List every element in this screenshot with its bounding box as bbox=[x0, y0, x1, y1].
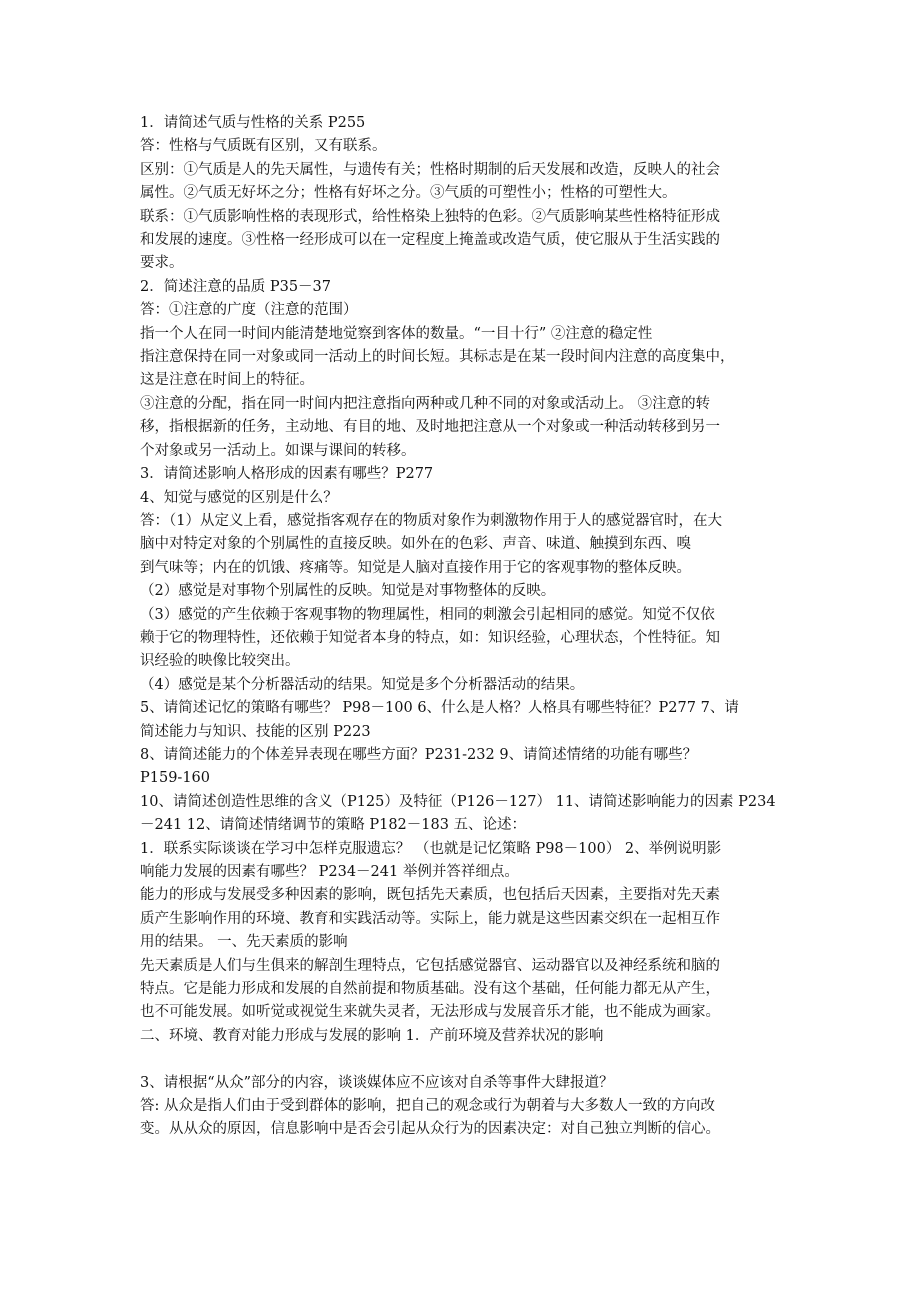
text-line: 1．请简述气质与性格的关系 P255 bbox=[140, 115, 366, 131]
text-line: P159-160 bbox=[140, 770, 211, 787]
text-line: （3）感觉的产生依赖于客观事物的物理属性，相同的刺激会引起相同的感觉。知觉不仅依 bbox=[140, 606, 715, 623]
text-line: 10、请简述创造性思维的含义（P125）及特征（P126－127） 11、请简述影响能力的因素 P234 bbox=[140, 793, 776, 810]
text-line: 答：性格与气质既有区别，又有联系。 bbox=[140, 138, 387, 155]
text-line: 答: 从众是指人们由于受到群体的影响，把自己的观念或行为朝着与大多数人一致的方向改 bbox=[140, 1098, 715, 1115]
text-line: 答：①注意的广度（注意的范围） bbox=[140, 302, 358, 319]
text-line: 赖于它的物理特性，还依赖于知觉者本身的特点，如：知识经验，心理状态，个性特征。知 bbox=[140, 629, 720, 646]
text-line: 质产生影响作用的环境、教育和实践活动等。实际上，能力就是这些因素交织在一起相互作 bbox=[140, 910, 720, 927]
text-line: 区别：①气质是人的先天属性，与遗传有关；性格时期制的后天发展和改造，反映人的社会 bbox=[140, 161, 720, 178]
text-line: 答：（1）从定义上看，感觉指客观存在的物质对象作为刺激物作用于人的感觉器官时，在大 bbox=[140, 512, 722, 529]
text-line: 也不可能发展。如听觉或视觉生来就失灵者，无法形成与发展音乐才能，也不能成为画家。 bbox=[140, 1004, 720, 1021]
text-line: 特点。它是能力形成和发展的自然前提和物质基础。没有这个基础，任何能力都无从产生， bbox=[140, 981, 720, 998]
text-line: 脑中对特定对象的个别属性的直接反映。如外在的色彩、声音、味道、触摸到东西、嗅 bbox=[140, 536, 691, 553]
text-line: 移，指根据新的任务，主动地、有目的地、及时地把注意从一个对象或一种活动转移到另一 bbox=[140, 419, 720, 436]
text-line: 二、环境、教育对能力形成与发展的影响 1．产前环境及营养状况的影响 bbox=[140, 1027, 604, 1044]
text-line: 个对象或另一活动上。如课与课间的转移。 bbox=[140, 442, 416, 459]
text-line: 3．请简述影响人格形成的因素有哪些？P277 bbox=[140, 466, 434, 483]
text-line: 用的结果。 一、先天素质的影响 bbox=[140, 934, 348, 951]
text-line: 属性。②气质无好坏之分；性格有好坏之分。③气质的可塑性小；性格的可塑性大。 bbox=[140, 185, 677, 202]
text-line: 要求。 bbox=[140, 255, 184, 272]
text-line: 3、请根据“从众”部分的内容，谈谈媒体应不应该对自杀等事件大肆报道？ bbox=[140, 1074, 614, 1091]
text-line: 变。从从众的原因，信息影响中是否会引起从众行为的因素决定：对自己独立判断的信心。 bbox=[140, 1121, 720, 1138]
text-line: 指注意保持在同一对象或同一活动上的时间长短。其标志是在某一段时间内注意的高度集中， bbox=[140, 349, 735, 366]
text-line: 识经验的映像比较突出。 bbox=[140, 653, 300, 670]
text-line: 简述能力与知识、技能的区别 P223 bbox=[140, 723, 371, 740]
text-line: 这是注意在时间上的特征。 bbox=[140, 372, 314, 389]
text-line: 5、请简述记忆的策略有哪些？ P98－100 6、什么是人格？人格具有哪些特征？P277 7、请 bbox=[140, 700, 739, 717]
text-line: 联系：①气质影响性格的表现形式，给性格染上独特的色彩。②气质影响某些性格特征形成 bbox=[140, 208, 720, 225]
text-line: 1．联系实际谈谈在学习中怎样克服遗忘？ （也就是记忆策略 P98－100） 2、举例说明影 bbox=[140, 840, 722, 857]
document-body bbox=[140, 112, 788, 1142]
text-line: 先天素质是人们与生俱来的解剖生理特点，它包括感觉器官、运动器官以及神经系统和脑的 bbox=[140, 957, 720, 974]
text-line: 到气味等；内在的饥饿、疼痛等。知觉是人脑对直接作用于它的客观事物的整体反映。 bbox=[140, 559, 691, 576]
text-line: 能力的形成与发展受多种因素的影响，既包括先天素质，也包括后天因素，主要指对先天素 bbox=[140, 887, 720, 904]
text-line: （2）感觉是对事物个别属性的反映。知觉是对事物整体的反映。 bbox=[140, 583, 556, 600]
text-line: 和发展的速度。③性格一经形成可以在一定程度上掩盖或改造气质，使它服从于生活实践的 bbox=[140, 232, 720, 249]
text-line: ③注意的分配，指在同一时间内把注意指向两种或几种不同的对象或活动上。 ③注意的转 bbox=[140, 395, 711, 412]
text-line: 8、请简述能力的个体差异表现在哪些方面？P231-232 9、请简述情绪的功能有哪些？ bbox=[140, 746, 698, 763]
text-line: 4、知觉与感觉的区别是什么？ bbox=[140, 489, 338, 506]
text-line: （4）感觉是某个分析器活动的结果。知觉是多个分析器活动的结果。 bbox=[140, 676, 585, 693]
text-line: 2．简述注意的品质 P35－37 bbox=[140, 278, 331, 295]
text-line bbox=[140, 1048, 788, 1071]
text-line: 响能力发展的因素有哪些？ P234－241 举例并答祥细点。 bbox=[140, 864, 519, 880]
text-line: －241 12、请简述情绪调节的策略 P182－183 五、论述： bbox=[140, 817, 527, 834]
text-line: 指一个人在同一时间内能清楚地觉察到客体的数量。“一目十行” ②注意的稳定性 bbox=[140, 325, 653, 342]
